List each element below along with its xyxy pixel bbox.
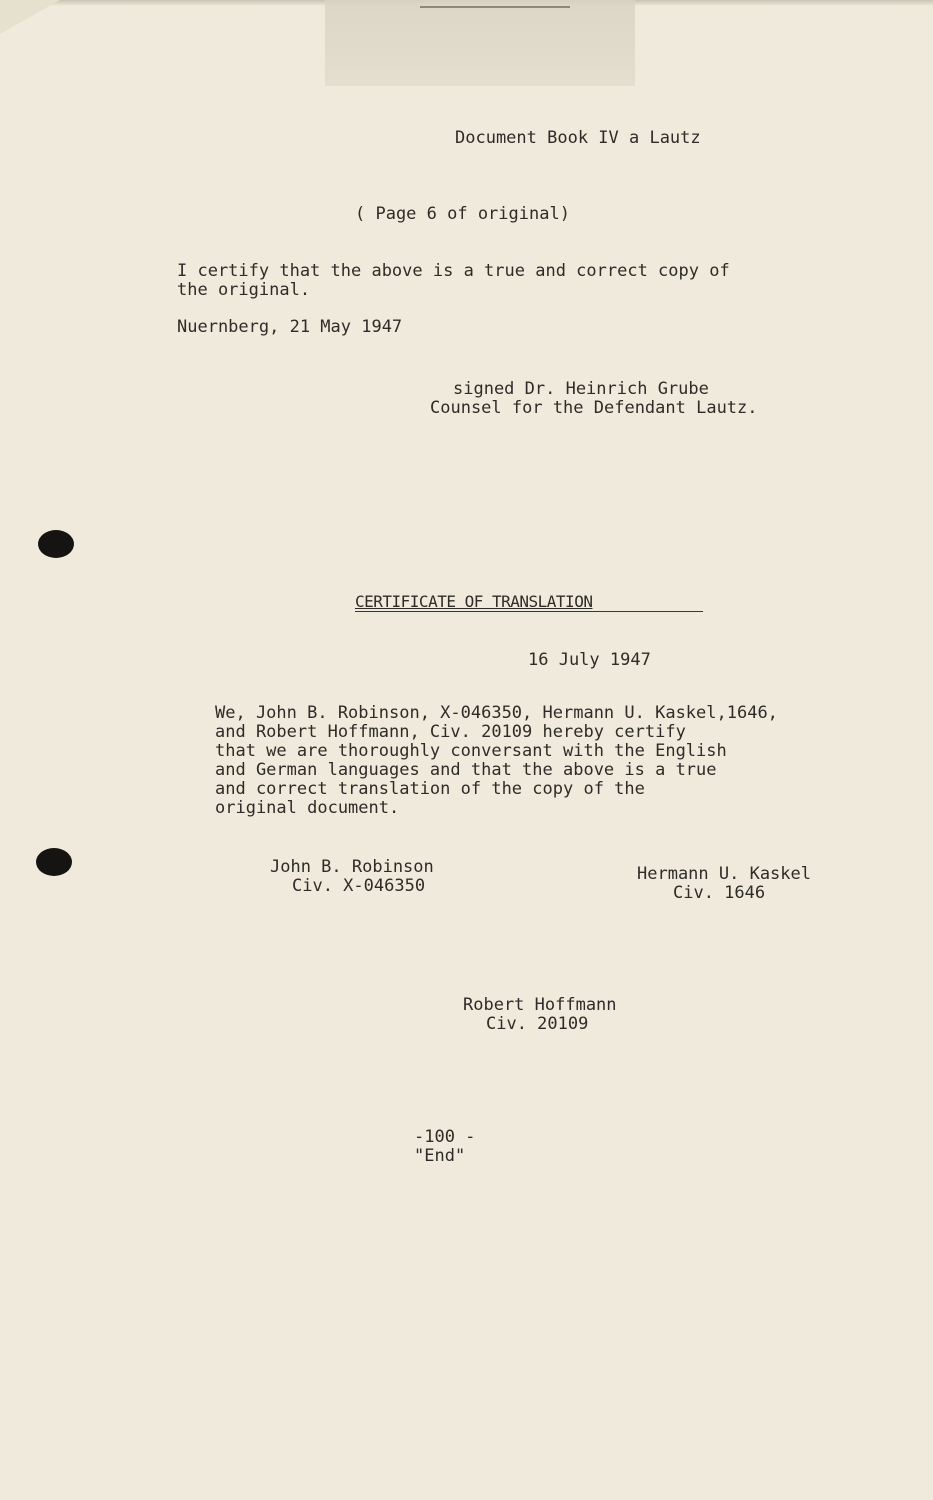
translation-certificate-title: CERTIFICATE OF TRANSLATION xyxy=(355,592,593,611)
punch-hole-lower xyxy=(36,848,72,876)
punch-hole-upper xyxy=(38,530,74,558)
document-header: Document Book IV a Lautz xyxy=(455,128,701,148)
signatory-name: Robert Hoffmann xyxy=(463,995,617,1015)
signatory-name: Hermann U. Kaskel xyxy=(637,864,811,884)
tape-residue xyxy=(325,0,635,86)
signatory-name: John B. Robinson xyxy=(270,857,434,877)
folded-corner xyxy=(0,0,60,34)
page-reference: ( Page 6 of original) xyxy=(355,204,570,224)
place-and-date: Nuernberg, 21 May 1947 xyxy=(177,317,403,337)
signatory-id: Civ. X-046350 xyxy=(292,876,426,896)
translation-certificate-date: 16 July 1947 xyxy=(528,650,651,670)
page-number: -100 - xyxy=(414,1127,476,1147)
translation-certificate-body: We, John B. Robinson, X-046350, Hermann U. Kaskel,1646, and Robert Hoffmann, Civ. 20109 hereby certify that we are thoroughly conversant with the English and German languages and that the above is a true and correct translation of the copy of the original document. xyxy=(215,703,778,818)
counsel-role-line: Counsel for the Defendant Lautz. xyxy=(430,398,758,418)
signatory-id: Civ. 1646 xyxy=(673,883,766,903)
counsel-signature-line: signed Dr. Heinrich Grube xyxy=(453,379,709,399)
signatory-id: Civ. 20109 xyxy=(486,1014,589,1034)
tape-edge-mark xyxy=(420,0,570,8)
title-underline-rule xyxy=(355,611,703,612)
copy-certification-text: I certify that the above is a true and correct copy of the original. xyxy=(177,261,730,300)
end-mark: "End" xyxy=(414,1146,466,1166)
